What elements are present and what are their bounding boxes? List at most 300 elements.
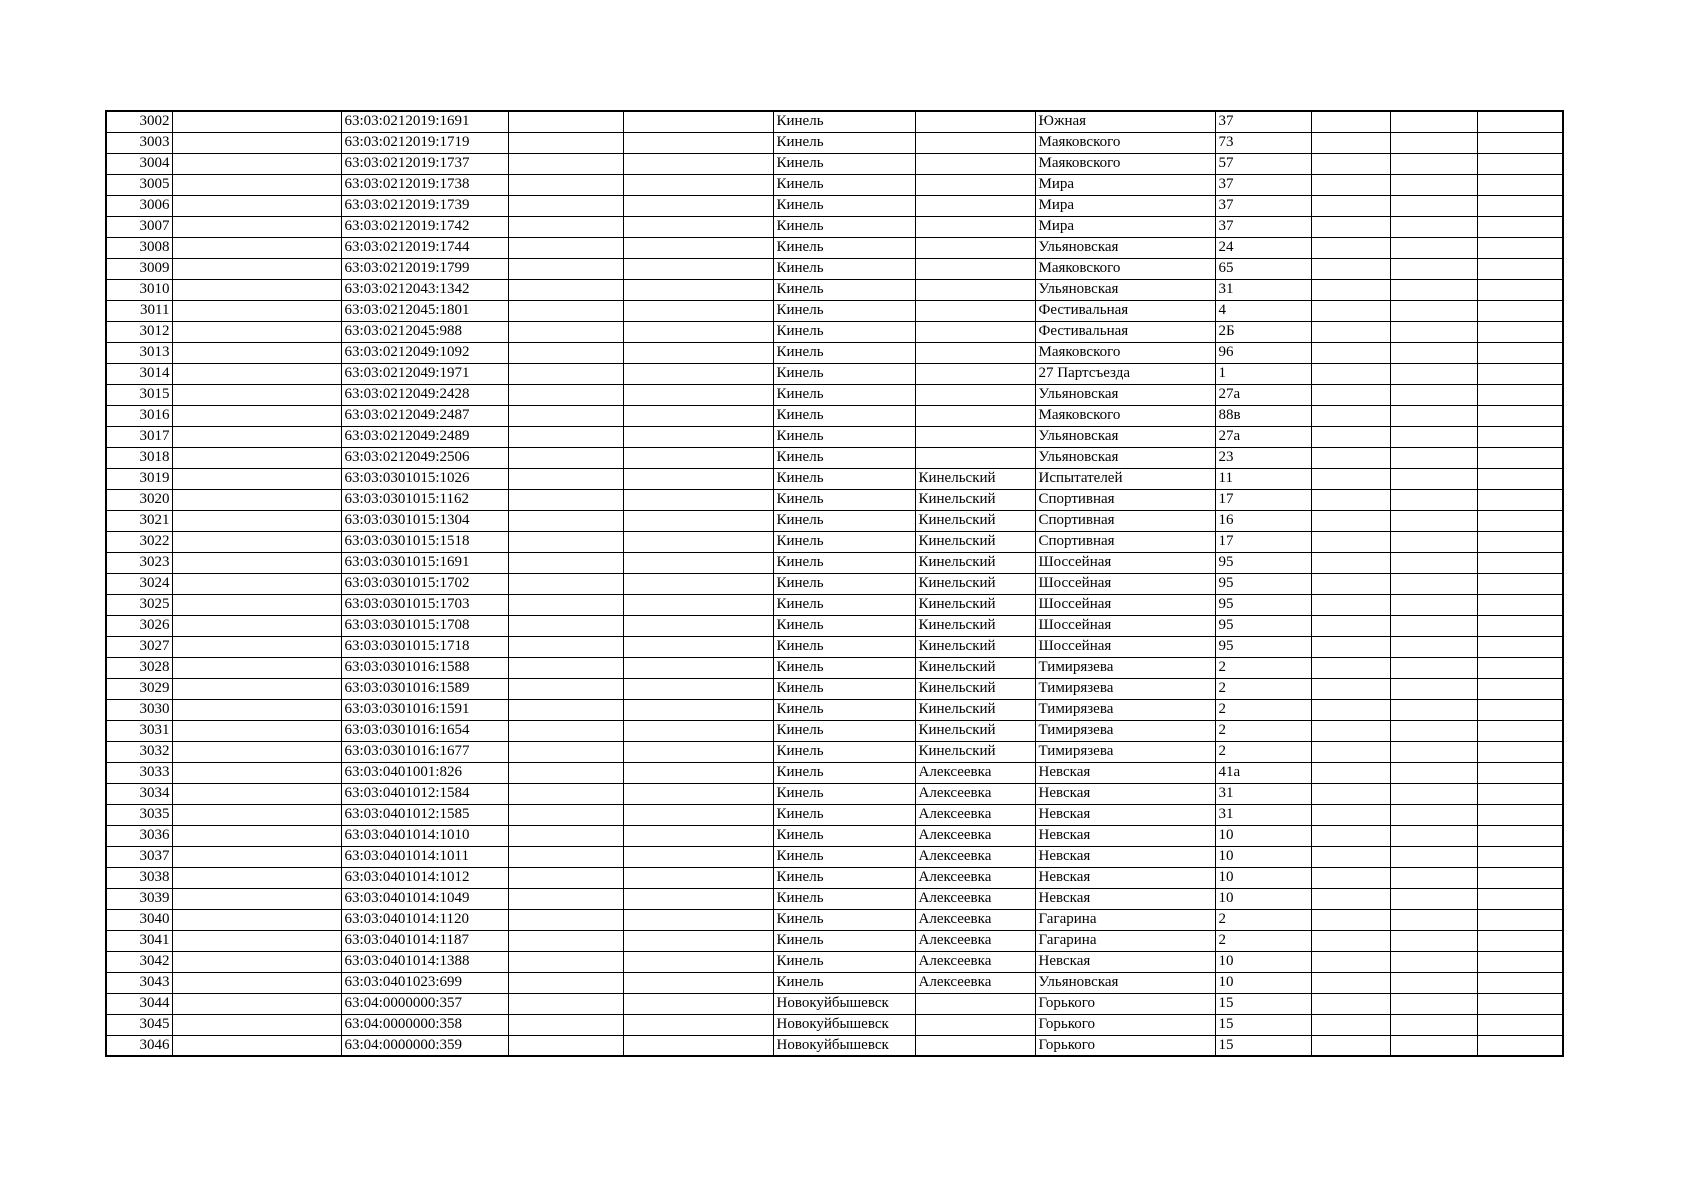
street-cell: Испытателей — [1035, 468, 1215, 489]
col-j-cell — [1311, 447, 1390, 468]
col-b-cell — [172, 447, 341, 468]
col-j-cell — [1311, 111, 1390, 132]
city-cell: Кинель — [773, 468, 915, 489]
col-k-cell — [1390, 174, 1477, 195]
col-e-cell — [623, 258, 773, 279]
table-row — [106, 741, 1563, 762]
col-l-cell — [1477, 678, 1563, 699]
row-number-cell: 3020 — [106, 489, 172, 510]
col-e-cell — [623, 1035, 773, 1056]
city-cell: Кинель — [773, 258, 915, 279]
col-b-cell — [172, 132, 341, 153]
cadastral-number-cell: 63:03:0212049:2489 — [341, 426, 508, 447]
table-row — [106, 615, 1563, 636]
cadastral-number-cell: 63:03:0301015:1162 — [341, 489, 508, 510]
col-j-cell — [1311, 804, 1390, 825]
house-cell: 95 — [1215, 636, 1311, 657]
cadastral-number-cell: 63:03:0301015:1026 — [341, 468, 508, 489]
table-row — [106, 531, 1563, 552]
row-number-cell: 3033 — [106, 762, 172, 783]
locality-cell — [915, 405, 1035, 426]
col-e-cell — [623, 699, 773, 720]
city-cell: Кинель — [773, 930, 915, 951]
col-l-cell — [1477, 615, 1563, 636]
house-cell: 2 — [1215, 930, 1311, 951]
col-d-cell — [508, 594, 623, 615]
col-k-cell — [1390, 846, 1477, 867]
house-cell: 95 — [1215, 615, 1311, 636]
house-cell: 2 — [1215, 741, 1311, 762]
col-k-cell — [1390, 804, 1477, 825]
col-e-cell — [623, 636, 773, 657]
cadastral-number-cell: 63:03:0212049:1971 — [341, 363, 508, 384]
row-number-cell: 3032 — [106, 741, 172, 762]
col-l-cell — [1477, 867, 1563, 888]
city-cell: Кинель — [773, 111, 915, 132]
locality-cell — [915, 1035, 1035, 1056]
locality-cell: Алексеевка — [915, 951, 1035, 972]
city-cell: Кинель — [773, 321, 915, 342]
col-b-cell — [172, 153, 341, 174]
col-e-cell — [623, 741, 773, 762]
cadastral-number-cell: 63:03:0301016:1677 — [341, 741, 508, 762]
street-cell: Невская — [1035, 951, 1215, 972]
city-cell: Кинель — [773, 972, 915, 993]
col-l-cell — [1477, 300, 1563, 321]
house-cell: 1 — [1215, 363, 1311, 384]
col-k-cell — [1390, 510, 1477, 531]
col-e-cell — [623, 279, 773, 300]
col-d-cell — [508, 972, 623, 993]
col-e-cell — [623, 1014, 773, 1035]
table-row — [106, 804, 1563, 825]
col-d-cell — [508, 216, 623, 237]
row-number-cell: 3030 — [106, 699, 172, 720]
col-d-cell — [508, 447, 623, 468]
col-b-cell — [172, 384, 341, 405]
col-l-cell — [1477, 972, 1563, 993]
table-row — [106, 972, 1563, 993]
col-k-cell — [1390, 741, 1477, 762]
house-cell: 37 — [1215, 216, 1311, 237]
table-row — [106, 195, 1563, 216]
street-cell: Ульяновская — [1035, 237, 1215, 258]
street-cell: Спортивная — [1035, 510, 1215, 531]
col-d-cell — [508, 258, 623, 279]
row-number-cell: 3014 — [106, 363, 172, 384]
col-l-cell — [1477, 783, 1563, 804]
city-cell: Кинель — [773, 783, 915, 804]
house-cell: 10 — [1215, 972, 1311, 993]
col-e-cell — [623, 993, 773, 1014]
col-e-cell — [623, 468, 773, 489]
street-cell: Невская — [1035, 846, 1215, 867]
col-k-cell — [1390, 909, 1477, 930]
row-number-cell: 3038 — [106, 867, 172, 888]
col-k-cell — [1390, 825, 1477, 846]
col-b-cell — [172, 636, 341, 657]
col-k-cell — [1390, 636, 1477, 657]
col-k-cell — [1390, 972, 1477, 993]
house-cell: 95 — [1215, 594, 1311, 615]
col-e-cell — [623, 951, 773, 972]
col-e-cell — [623, 930, 773, 951]
cadastral-number-cell: 63:03:0301016:1589 — [341, 678, 508, 699]
col-d-cell — [508, 657, 623, 678]
col-l-cell — [1477, 405, 1563, 426]
col-l-cell — [1477, 111, 1563, 132]
house-cell: 15 — [1215, 1035, 1311, 1056]
row-number-cell: 3004 — [106, 153, 172, 174]
house-cell: 57 — [1215, 153, 1311, 174]
col-l-cell — [1477, 132, 1563, 153]
table-row — [106, 132, 1563, 153]
table-row — [106, 1035, 1563, 1056]
locality-cell: Кинельский — [915, 552, 1035, 573]
col-l-cell — [1477, 153, 1563, 174]
street-cell: Невская — [1035, 762, 1215, 783]
col-l-cell — [1477, 804, 1563, 825]
city-cell: Кинель — [773, 678, 915, 699]
cadastral-number-cell: 63:03:0401023:699 — [341, 972, 508, 993]
row-number-cell: 3013 — [106, 342, 172, 363]
col-d-cell — [508, 888, 623, 909]
col-l-cell — [1477, 930, 1563, 951]
cadastral-number-cell: 63:03:0401012:1584 — [341, 783, 508, 804]
cadastral-number-cell: 63:03:0401014:1012 — [341, 867, 508, 888]
col-j-cell — [1311, 405, 1390, 426]
street-cell: Невская — [1035, 888, 1215, 909]
street-cell: Горького — [1035, 993, 1215, 1014]
house-cell: 24 — [1215, 237, 1311, 258]
col-k-cell — [1390, 720, 1477, 741]
house-cell: 10 — [1215, 867, 1311, 888]
table-row — [106, 174, 1563, 195]
col-b-cell — [172, 468, 341, 489]
col-e-cell — [623, 132, 773, 153]
city-cell: Кинель — [773, 846, 915, 867]
locality-cell — [915, 279, 1035, 300]
city-cell: Кинель — [773, 951, 915, 972]
table-row — [106, 867, 1563, 888]
col-b-cell — [172, 195, 341, 216]
col-d-cell — [508, 342, 623, 363]
locality-cell — [915, 342, 1035, 363]
col-l-cell — [1477, 636, 1563, 657]
street-cell: Маяковского — [1035, 258, 1215, 279]
table-row — [106, 720, 1563, 741]
col-j-cell — [1311, 321, 1390, 342]
cadastral-number-cell: 63:03:0301016:1591 — [341, 699, 508, 720]
col-j-cell — [1311, 573, 1390, 594]
col-j-cell — [1311, 300, 1390, 321]
house-cell: 27а — [1215, 384, 1311, 405]
col-e-cell — [623, 363, 773, 384]
col-e-cell — [623, 972, 773, 993]
col-e-cell — [623, 174, 773, 195]
city-cell: Кинель — [773, 510, 915, 531]
table-row — [106, 699, 1563, 720]
col-e-cell — [623, 237, 773, 258]
col-l-cell — [1477, 258, 1563, 279]
row-number-cell: 3022 — [106, 531, 172, 552]
table-row — [106, 489, 1563, 510]
locality-cell: Кинельский — [915, 615, 1035, 636]
col-e-cell — [623, 762, 773, 783]
col-d-cell — [508, 531, 623, 552]
col-d-cell — [508, 993, 623, 1014]
row-number-cell: 3028 — [106, 657, 172, 678]
locality-cell — [915, 300, 1035, 321]
street-cell: Горького — [1035, 1035, 1215, 1056]
table-row — [106, 258, 1563, 279]
row-number-cell: 3007 — [106, 216, 172, 237]
col-l-cell — [1477, 426, 1563, 447]
col-l-cell — [1477, 1035, 1563, 1056]
col-d-cell — [508, 468, 623, 489]
row-number-cell: 3023 — [106, 552, 172, 573]
locality-cell: Кинельский — [915, 741, 1035, 762]
col-e-cell — [623, 426, 773, 447]
cadastral-number-cell: 63:03:0301015:1708 — [341, 615, 508, 636]
cadastral-number-cell: 63:03:0212019:1742 — [341, 216, 508, 237]
city-cell: Кинель — [773, 237, 915, 258]
col-e-cell — [623, 342, 773, 363]
cadastral-number-cell: 63:04:0000000:357 — [341, 993, 508, 1014]
city-cell: Кинель — [773, 531, 915, 552]
locality-cell — [915, 258, 1035, 279]
row-number-cell: 3005 — [106, 174, 172, 195]
locality-cell: Алексеевка — [915, 783, 1035, 804]
col-e-cell — [623, 405, 773, 426]
col-j-cell — [1311, 510, 1390, 531]
row-number-cell: 3046 — [106, 1035, 172, 1056]
col-k-cell — [1390, 426, 1477, 447]
col-e-cell — [623, 720, 773, 741]
locality-cell: Кинельский — [915, 531, 1035, 552]
locality-cell: Алексеевка — [915, 888, 1035, 909]
cadastral-number-cell: 63:03:0401014:1120 — [341, 909, 508, 930]
col-l-cell — [1477, 825, 1563, 846]
col-b-cell — [172, 615, 341, 636]
house-cell: 10 — [1215, 888, 1311, 909]
locality-cell: Алексеевка — [915, 846, 1035, 867]
street-cell: Ульяновская — [1035, 972, 1215, 993]
col-d-cell — [508, 489, 623, 510]
street-cell: Тимирязева — [1035, 657, 1215, 678]
col-l-cell — [1477, 573, 1563, 594]
street-cell: Тимирязева — [1035, 741, 1215, 762]
col-d-cell — [508, 132, 623, 153]
table-row — [106, 909, 1563, 930]
col-j-cell — [1311, 699, 1390, 720]
col-k-cell — [1390, 888, 1477, 909]
table-row — [106, 678, 1563, 699]
col-b-cell — [172, 531, 341, 552]
row-number-cell: 3039 — [106, 888, 172, 909]
house-cell: 4 — [1215, 300, 1311, 321]
col-d-cell — [508, 405, 623, 426]
cadastral-number-cell: 63:03:0301015:1703 — [341, 594, 508, 615]
street-cell: Мира — [1035, 195, 1215, 216]
col-k-cell — [1390, 300, 1477, 321]
table-row — [106, 573, 1563, 594]
row-number-cell: 3040 — [106, 909, 172, 930]
col-e-cell — [623, 384, 773, 405]
col-d-cell — [508, 762, 623, 783]
col-e-cell — [623, 804, 773, 825]
col-e-cell — [623, 321, 773, 342]
locality-cell — [915, 237, 1035, 258]
col-b-cell — [172, 552, 341, 573]
col-l-cell — [1477, 174, 1563, 195]
city-cell: Кинель — [773, 888, 915, 909]
locality-cell — [915, 993, 1035, 1014]
col-l-cell — [1477, 993, 1563, 1014]
col-j-cell — [1311, 153, 1390, 174]
col-l-cell — [1477, 447, 1563, 468]
col-k-cell — [1390, 573, 1477, 594]
city-cell: Кинель — [773, 636, 915, 657]
col-k-cell — [1390, 930, 1477, 951]
cadastral-number-cell: 63:03:0301015:1718 — [341, 636, 508, 657]
col-k-cell — [1390, 531, 1477, 552]
cadastral-number-cell: 63:03:0212043:1342 — [341, 279, 508, 300]
col-j-cell — [1311, 741, 1390, 762]
col-l-cell — [1477, 279, 1563, 300]
col-e-cell — [623, 489, 773, 510]
table-row — [106, 237, 1563, 258]
cadastral-number-cell: 63:03:0212049:2428 — [341, 384, 508, 405]
table-row — [106, 468, 1563, 489]
street-cell: Спортивная — [1035, 489, 1215, 510]
row-number-cell: 3006 — [106, 195, 172, 216]
col-b-cell — [172, 930, 341, 951]
house-cell: 17 — [1215, 489, 1311, 510]
col-k-cell — [1390, 153, 1477, 174]
locality-cell — [915, 132, 1035, 153]
street-cell: Шоссейная — [1035, 573, 1215, 594]
col-b-cell — [172, 1014, 341, 1035]
house-cell: 31 — [1215, 279, 1311, 300]
col-k-cell — [1390, 993, 1477, 1014]
col-d-cell — [508, 153, 623, 174]
street-cell: Ульяновская — [1035, 384, 1215, 405]
table-row — [106, 111, 1563, 132]
col-b-cell — [172, 510, 341, 531]
col-k-cell — [1390, 447, 1477, 468]
house-cell: 95 — [1215, 573, 1311, 594]
locality-cell: Алексеевка — [915, 762, 1035, 783]
col-l-cell — [1477, 237, 1563, 258]
col-e-cell — [623, 657, 773, 678]
table-row — [106, 153, 1563, 174]
city-cell: Кинель — [773, 699, 915, 720]
col-e-cell — [623, 552, 773, 573]
col-l-cell — [1477, 699, 1563, 720]
house-cell: 31 — [1215, 783, 1311, 804]
table-row — [106, 510, 1563, 531]
row-number-cell: 3041 — [106, 930, 172, 951]
city-cell: Кинель — [773, 615, 915, 636]
table-row — [106, 216, 1563, 237]
row-number-cell: 3034 — [106, 783, 172, 804]
col-j-cell — [1311, 384, 1390, 405]
row-number-cell: 3008 — [106, 237, 172, 258]
cadastral-number-cell: 63:03:0301015:1702 — [341, 573, 508, 594]
col-j-cell — [1311, 993, 1390, 1014]
col-l-cell — [1477, 594, 1563, 615]
col-d-cell — [508, 279, 623, 300]
col-b-cell — [172, 426, 341, 447]
col-k-cell — [1390, 678, 1477, 699]
locality-cell — [915, 363, 1035, 384]
col-d-cell — [508, 741, 623, 762]
house-cell: 88в — [1215, 405, 1311, 426]
col-d-cell — [508, 804, 623, 825]
col-l-cell — [1477, 762, 1563, 783]
col-d-cell — [508, 573, 623, 594]
locality-cell: Кинельский — [915, 489, 1035, 510]
table-row — [106, 363, 1563, 384]
col-b-cell — [172, 1035, 341, 1056]
house-cell: 96 — [1215, 342, 1311, 363]
street-cell: Тимирязева — [1035, 678, 1215, 699]
col-b-cell — [172, 678, 341, 699]
col-b-cell — [172, 300, 341, 321]
col-b-cell — [172, 258, 341, 279]
cadastral-number-cell: 63:03:0212019:1719 — [341, 132, 508, 153]
locality-cell: Кинельский — [915, 678, 1035, 699]
col-k-cell — [1390, 279, 1477, 300]
col-k-cell — [1390, 951, 1477, 972]
row-number-cell: 3026 — [106, 615, 172, 636]
col-b-cell — [172, 573, 341, 594]
street-cell: Мира — [1035, 174, 1215, 195]
col-e-cell — [623, 909, 773, 930]
row-number-cell: 3042 — [106, 951, 172, 972]
cadastral-number-cell: 63:03:0212019:1737 — [341, 153, 508, 174]
row-number-cell: 3003 — [106, 132, 172, 153]
col-d-cell — [508, 510, 623, 531]
col-b-cell — [172, 237, 341, 258]
street-cell: Ульяновская — [1035, 447, 1215, 468]
col-k-cell — [1390, 1014, 1477, 1035]
table-row — [106, 342, 1563, 363]
city-cell: Кинель — [773, 447, 915, 468]
table-body — [106, 111, 1563, 1056]
col-j-cell — [1311, 909, 1390, 930]
col-j-cell — [1311, 762, 1390, 783]
col-j-cell — [1311, 552, 1390, 573]
col-l-cell — [1477, 657, 1563, 678]
street-cell: Шоссейная — [1035, 552, 1215, 573]
table-row — [106, 993, 1563, 1014]
col-d-cell — [508, 699, 623, 720]
row-number-cell: 3043 — [106, 972, 172, 993]
col-d-cell — [508, 1014, 623, 1035]
city-cell: Кинель — [773, 720, 915, 741]
col-j-cell — [1311, 237, 1390, 258]
cadastral-number-cell: 63:03:0212049:2487 — [341, 405, 508, 426]
house-cell: 2 — [1215, 699, 1311, 720]
cadastral-number-cell: 63:03:0212049:1092 — [341, 342, 508, 363]
col-j-cell — [1311, 825, 1390, 846]
col-j-cell — [1311, 531, 1390, 552]
col-d-cell — [508, 636, 623, 657]
col-e-cell — [623, 846, 773, 867]
row-number-cell: 3016 — [106, 405, 172, 426]
